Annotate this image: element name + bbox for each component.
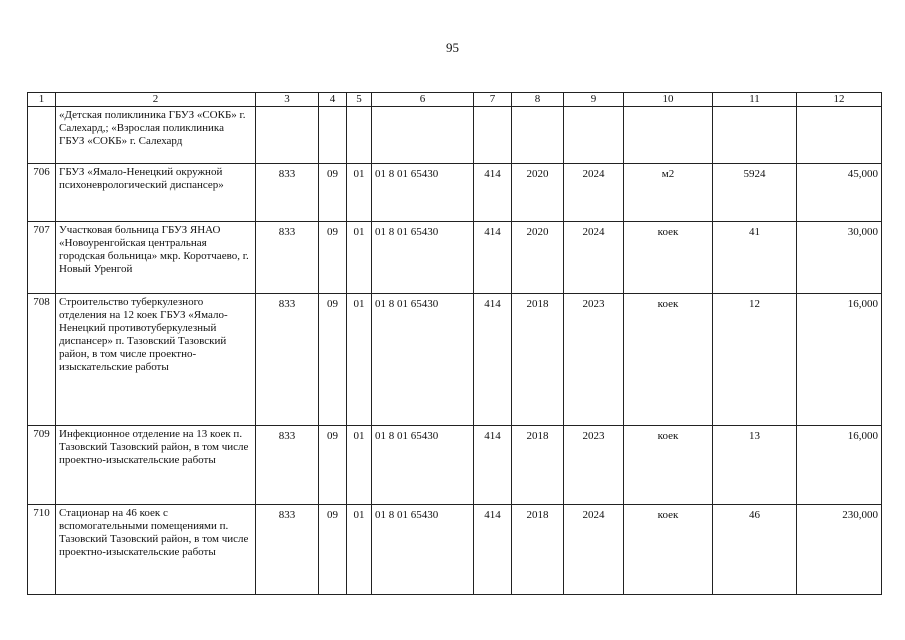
cell-col-10: коек [624,505,713,595]
row-number: 706 [28,164,56,222]
table-header-row [28,93,882,107]
cell-col-3: 833 [256,505,319,595]
cell-col-7: 414 [474,505,512,595]
cell-col-5: 01 [347,294,372,426]
table-row [28,222,882,294]
cell-col-8: 2018 [512,505,564,595]
cell-col-6 [372,107,474,164]
cell-col-6: 01 8 01 65430 [372,426,474,505]
object-name: Строительство туберкулезного отделения на 12 коек ГБУЗ «Ямало-Ненецкий противотуберкулезный диспансер» п. Тазовский Тазовский район, в том числе проектно-изыскательские работы [56,294,256,426]
cell-col-8: 2020 [512,222,564,294]
row-number: 709 [28,426,56,505]
cell-col-7: 414 [474,164,512,222]
column-header: 9 [564,93,624,107]
cell-col-3: 833 [256,426,319,505]
cell-col-5 [347,107,372,164]
cell-col-10: коек [624,222,713,294]
cell-col-6: 01 8 01 65430 [372,222,474,294]
object-name: Участковая больница ГБУЗ ЯНАО «Новоуренгойская центральная городская больница» мкр. Коротчаево, г. Новый Уренгой [56,222,256,294]
cell-col-11: 13 [713,426,797,505]
cell-col-11: 46 [713,505,797,595]
cell-col-4: 09 [319,505,347,595]
cell-col-8: 2018 [512,426,564,505]
cell-col-6: 01 8 01 65430 [372,164,474,222]
cell-col-12: 30,000 [797,222,882,294]
cell-col-4: 09 [319,294,347,426]
cell-col-12: 45,000 [797,164,882,222]
cell-col-3: 833 [256,164,319,222]
table-row [28,426,882,505]
cell-col-12: 230,000 [797,505,882,595]
data-table [27,92,882,595]
cell-col-11: 5924 [713,164,797,222]
table-row [28,294,882,426]
column-header: 4 [319,93,347,107]
cell-col-5: 01 [347,164,372,222]
cell-col-9 [564,107,624,164]
cell-col-8 [512,107,564,164]
cell-col-4 [319,107,347,164]
cell-col-10: коек [624,426,713,505]
object-name: ГБУЗ «Ямало-Ненецкий окружной психоневрологический диспансер» [56,164,256,222]
cell-col-3: 833 [256,294,319,426]
cell-col-5: 01 [347,505,372,595]
object-name: Стационар на 46 коек с вспомогательными помещениями п. Тазовский Тазовский район, в том числе проектно-изыскательские работы [56,505,256,595]
page-number: 95 [446,40,459,55]
row-number: 708 [28,294,56,426]
column-header: 8 [512,93,564,107]
cell-col-9: 2024 [564,222,624,294]
object-name: «Детская поликлиника ГБУЗ «СОКБ» г. Салехард,; «Взрослая поликлиника ГБУЗ «СОКБ» г. Салехард [56,107,256,164]
column-header: 2 [56,93,256,107]
cell-col-11 [713,107,797,164]
column-header: 3 [256,93,319,107]
cell-col-9: 2024 [564,164,624,222]
cell-col-4: 09 [319,222,347,294]
row-number: 710 [28,505,56,595]
cell-col-8: 2020 [512,164,564,222]
cell-col-5: 01 [347,222,372,294]
cell-col-11: 41 [713,222,797,294]
row-number [28,107,56,164]
column-header: 1 [28,93,56,107]
cell-col-10: коек [624,294,713,426]
column-header: 10 [624,93,713,107]
column-header: 7 [474,93,512,107]
cell-col-10: м2 [624,164,713,222]
table-row [28,164,882,222]
cell-col-12: 16,000 [797,426,882,505]
row-number: 707 [28,222,56,294]
cell-col-7: 414 [474,222,512,294]
cell-col-11: 12 [713,294,797,426]
cell-col-10 [624,107,713,164]
cell-col-12: 16,000 [797,294,882,426]
cell-col-6: 01 8 01 65430 [372,505,474,595]
cell-col-8: 2018 [512,294,564,426]
cell-col-9: 2024 [564,505,624,595]
object-name: Инфекционное отделение на 13 коек п. Тазовский Тазовский район, в том числе проектно-изыскательские работы [56,426,256,505]
column-header: 5 [347,93,372,107]
table-row [28,107,882,164]
cell-col-12 [797,107,882,164]
column-header: 12 [797,93,882,107]
cell-col-9: 2023 [564,426,624,505]
cell-col-4: 09 [319,426,347,505]
cell-col-7 [474,107,512,164]
cell-col-9: 2023 [564,294,624,426]
cell-col-6: 01 8 01 65430 [372,294,474,426]
cell-col-7: 414 [474,426,512,505]
cell-col-5: 01 [347,426,372,505]
table-row [28,505,882,595]
cell-col-7: 414 [474,294,512,426]
cell-col-3 [256,107,319,164]
column-header: 6 [372,93,474,107]
cell-col-4: 09 [319,164,347,222]
column-header: 11 [713,93,797,107]
cell-col-3: 833 [256,222,319,294]
